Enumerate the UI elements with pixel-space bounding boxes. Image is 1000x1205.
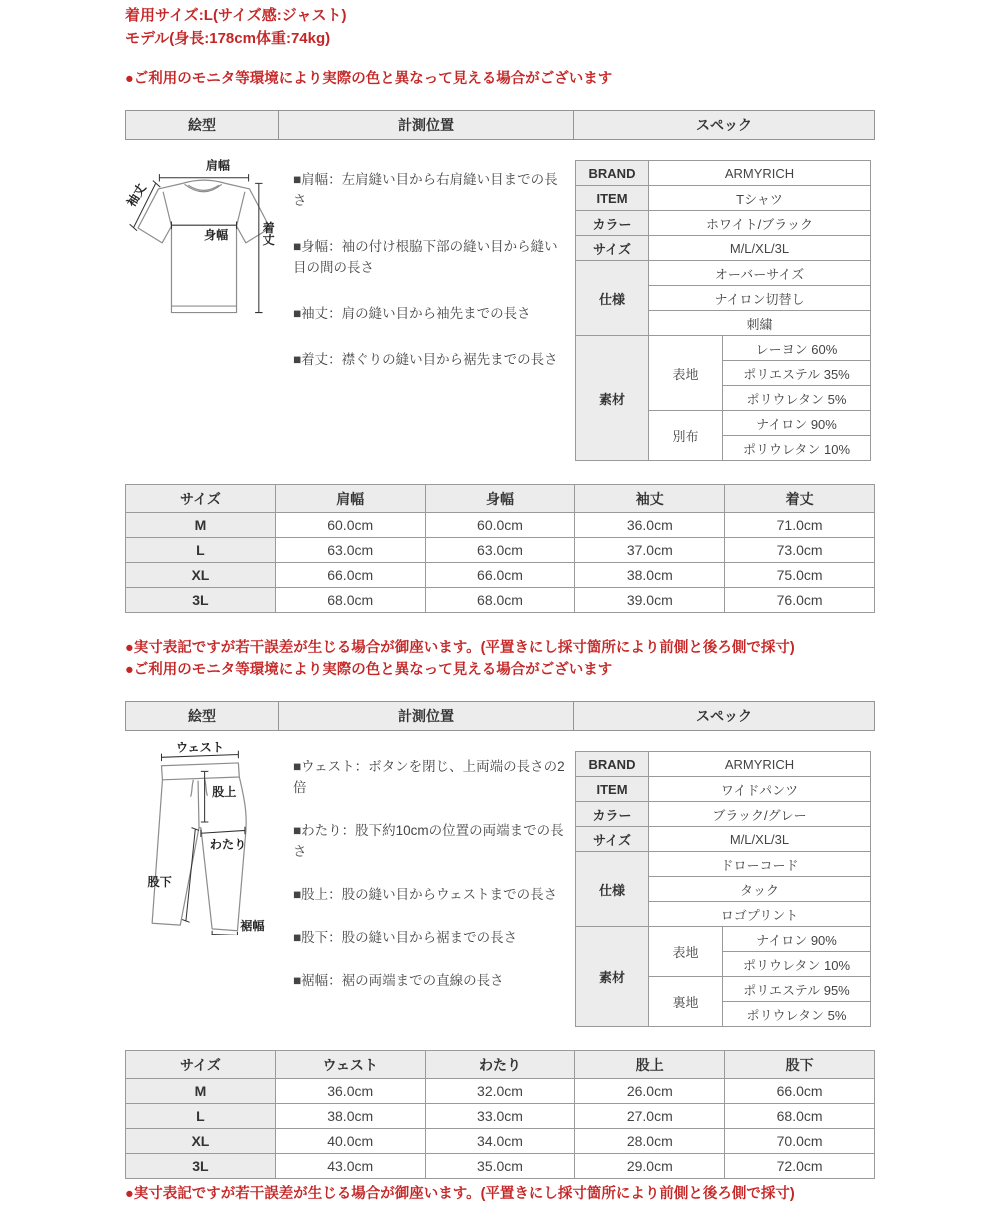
spec-feature-2: タック	[649, 877, 871, 902]
rise-label: 股上	[212, 784, 237, 799]
header-cell-diagram: 絵型	[126, 111, 279, 139]
spec-feature-3: ロゴプリント	[649, 902, 871, 927]
size-value: 36.0cm	[275, 1079, 425, 1104]
tshirt-section-header	[125, 110, 875, 140]
size-value: 35.0cm	[425, 1154, 575, 1179]
table-row	[126, 1079, 875, 1104]
spec-material-group-1: 表地	[649, 927, 723, 977]
desc-rise: ■股上：股の縫い目からウェストまでの長さ	[293, 886, 558, 902]
size-name: 3L	[126, 1154, 276, 1179]
size-name: XL	[126, 563, 276, 588]
size-col-header: サイズ	[126, 485, 276, 513]
size-col-header: サイズ	[126, 1051, 276, 1079]
monitor-note: ●ご利用のモニタ等環境により実際の色と異なって見える場合がございます	[125, 71, 613, 87]
spec-feature-2: ナイロン切替し	[649, 286, 871, 311]
spec-feature-label: 仕様	[576, 852, 649, 927]
monitor-note: ●ご利用のモニタ等環境により実際の色と異なって見える場合がございます	[125, 662, 613, 678]
size-value: 38.0cm	[275, 1104, 425, 1129]
header-cell-spec: スペック	[696, 708, 752, 724]
spec-color-label: カラー	[576, 802, 649, 827]
spec-item-value: ワイドパンツ	[649, 777, 871, 802]
tshirt-measure-descriptions	[283, 140, 575, 470]
table-row	[126, 1104, 875, 1129]
spec-material-item: ナイロン 90%	[723, 411, 871, 436]
header-cell-spec: スペック	[696, 117, 752, 133]
size-value: 66.0cm	[275, 563, 425, 588]
tshirt-diagram	[125, 150, 283, 345]
size-name: L	[126, 538, 276, 563]
spec-feature-3: 刺繍	[649, 311, 871, 336]
table-row	[126, 538, 875, 563]
pants-diagram	[139, 739, 289, 935]
tshirt-spec-cell	[575, 140, 875, 470]
size-value: 32.0cm	[425, 1079, 575, 1104]
spec-brand-label: BRAND	[576, 161, 649, 186]
size-value: 63.0cm	[425, 538, 575, 563]
wear-size-text: 着用サイズ:L(サイズ感:ジャスト)	[125, 7, 347, 24]
chest-width-label: 身幅	[204, 228, 229, 243]
pants-diagram-cell	[125, 731, 283, 1036]
pants-spec-cell	[575, 731, 875, 1036]
size-value: 70.0cm	[725, 1129, 875, 1154]
inseam-label: 股下	[147, 874, 172, 889]
size-value: 38.0cm	[575, 563, 725, 588]
spec-material-group-2: 別布	[649, 411, 723, 461]
pants-measure-descriptions	[283, 731, 575, 1036]
spec-material-label: 素材	[576, 336, 649, 461]
spec-material-group-2: 裏地	[649, 977, 723, 1027]
desc-sleeve: ■袖丈：肩の縫い目から袖先までの長さ	[293, 305, 531, 321]
spec-color-value: ホワイト/ブラック	[649, 211, 871, 236]
hem-label: 裾幅	[240, 918, 265, 933]
model-info-text: モデル(身長:178cm体重:74kg)	[125, 30, 331, 47]
pants-size-table	[125, 1050, 875, 1179]
size-col-header: 着丈	[725, 485, 875, 513]
table-row	[126, 513, 875, 538]
size-col-header: 肩幅	[275, 485, 425, 513]
spec-material-group-1: 表地	[649, 336, 723, 411]
spec-material-item: ポリウレタン 5%	[723, 1002, 871, 1027]
size-value: 68.0cm	[425, 588, 575, 613]
spec-material-item: ポリウレタン 5%	[723, 386, 871, 411]
size-value: 71.0cm	[725, 513, 875, 538]
header-cell-measure: 計測位置	[279, 702, 574, 730]
size-name: XL	[126, 1129, 276, 1154]
spec-material-item: レーヨン 60%	[723, 336, 871, 361]
spec-item-label: ITEM	[576, 777, 649, 802]
desc-chest: ■身幅：袖の付け根脇下部の縫い目から縫い目の間の長さ	[293, 238, 558, 275]
size-value: 66.0cm	[425, 563, 575, 588]
waist-label: ウェスト	[175, 740, 225, 755]
size-value: 33.0cm	[425, 1104, 575, 1129]
desc-length: ■着丈：襟ぐりの縫い目から裾先までの長さ	[293, 351, 558, 367]
table-row	[126, 588, 875, 613]
spec-feature-1: ドローコード	[649, 852, 871, 877]
pants-spec-table	[575, 751, 871, 1027]
spec-brand-value: ARMYRICH	[649, 752, 871, 777]
tshirt-diagram-cell	[125, 140, 283, 470]
size-col-header: 股下	[725, 1051, 875, 1079]
spec-material-item: ポリエステル 95%	[723, 977, 871, 1002]
size-value: 43.0cm	[275, 1154, 425, 1179]
tshirt-section-content	[125, 140, 875, 470]
desc-hem: ■裾幅：裾の両端までの直線の長さ	[293, 972, 504, 988]
spec-color-label: カラー	[576, 211, 649, 236]
size-value: 72.0cm	[725, 1154, 875, 1179]
tshirt-spec-table	[575, 160, 871, 461]
table-row	[126, 1129, 875, 1154]
tshirt-size-table	[125, 484, 875, 613]
thigh-label: わたり	[209, 837, 247, 852]
size-value: 37.0cm	[575, 538, 725, 563]
size-value: 63.0cm	[275, 538, 425, 563]
spec-material-item: ナイロン 90%	[723, 927, 871, 952]
spec-material-item: ポリエステル 35%	[723, 361, 871, 386]
size-col-header: 股上	[575, 1051, 725, 1079]
size-value: 68.0cm	[725, 1104, 875, 1129]
size-value: 26.0cm	[575, 1079, 725, 1104]
accuracy-note-bottom: ●実寸表記ですが若干誤差が生じる場合が御座います。(平置きにし採寸箇所により前側と後ろ側で採寸)	[125, 1186, 795, 1202]
desc-waist: ■ウェスト：ボタンを閉じ、上両端の長さの2倍	[293, 759, 565, 795]
size-col-header: ウェスト	[275, 1051, 425, 1079]
size-value: 29.0cm	[575, 1154, 725, 1179]
size-value: 60.0cm	[275, 513, 425, 538]
size-value: 39.0cm	[575, 588, 725, 613]
spec-feature-label: 仕様	[576, 261, 649, 336]
size-col-header: 身幅	[425, 485, 575, 513]
size-value: 68.0cm	[275, 588, 425, 613]
spec-brand-value: ARMYRICH	[649, 161, 871, 186]
size-value: 66.0cm	[725, 1079, 875, 1104]
size-value: 36.0cm	[575, 513, 725, 538]
size-value: 40.0cm	[275, 1129, 425, 1154]
size-value: 73.0cm	[725, 538, 875, 563]
spec-size-label: サイズ	[576, 236, 649, 261]
table-row	[126, 563, 875, 588]
spec-material-item: ポリウレタン 10%	[723, 436, 871, 461]
sleeve-length-label: 袖丈	[125, 181, 149, 210]
size-name: L	[126, 1104, 276, 1129]
accuracy-note: ●実寸表記ですが若干誤差が生じる場合が御座います。(平置きにし採寸箇所により前側と後ろ側で採寸)	[125, 640, 795, 656]
size-name: M	[126, 513, 276, 538]
size-value: 34.0cm	[425, 1129, 575, 1154]
header-cell-diagram: 絵型	[126, 702, 279, 730]
desc-inseam: ■股下：股の縫い目から裾までの長さ	[293, 929, 518, 945]
size-value: 75.0cm	[725, 563, 875, 588]
pants-section-header	[125, 701, 875, 731]
body-length-label: 着丈	[261, 221, 276, 246]
desc-thigh: ■わたり：股下約10cmの位置の両端までの長さ	[293, 822, 564, 859]
spec-brand-label: BRAND	[576, 752, 649, 777]
size-value: 60.0cm	[425, 513, 575, 538]
spec-item-label: ITEM	[576, 186, 649, 211]
spec-color-value: ブラック/グレー	[649, 802, 871, 827]
size-col-header: 袖丈	[575, 485, 725, 513]
spec-item-value: Tシャツ	[649, 186, 871, 211]
size-value: 28.0cm	[575, 1129, 725, 1154]
size-name: 3L	[126, 588, 276, 613]
spec-feature-1: オーバーサイズ	[649, 261, 871, 286]
spec-size-value: M/L/XL/3L	[649, 236, 871, 261]
spec-material-label: 素材	[576, 927, 649, 1027]
table-row	[126, 1154, 875, 1179]
size-col-header: わたり	[425, 1051, 575, 1079]
shoulder-width-label: 肩幅	[205, 158, 231, 173]
size-name: M	[126, 1079, 276, 1104]
spec-size-value: M/L/XL/3L	[649, 827, 871, 852]
size-value: 76.0cm	[725, 588, 875, 613]
header-cell-measure: 計測位置	[279, 111, 574, 139]
size-value: 27.0cm	[575, 1104, 725, 1129]
spec-material-item: ポリウレタン 10%	[723, 952, 871, 977]
pants-section-content	[125, 731, 875, 1036]
spec-size-label: サイズ	[576, 827, 649, 852]
desc-shoulder: ■肩幅：左肩縫い目から右肩縫い目までの長さ	[293, 172, 558, 208]
